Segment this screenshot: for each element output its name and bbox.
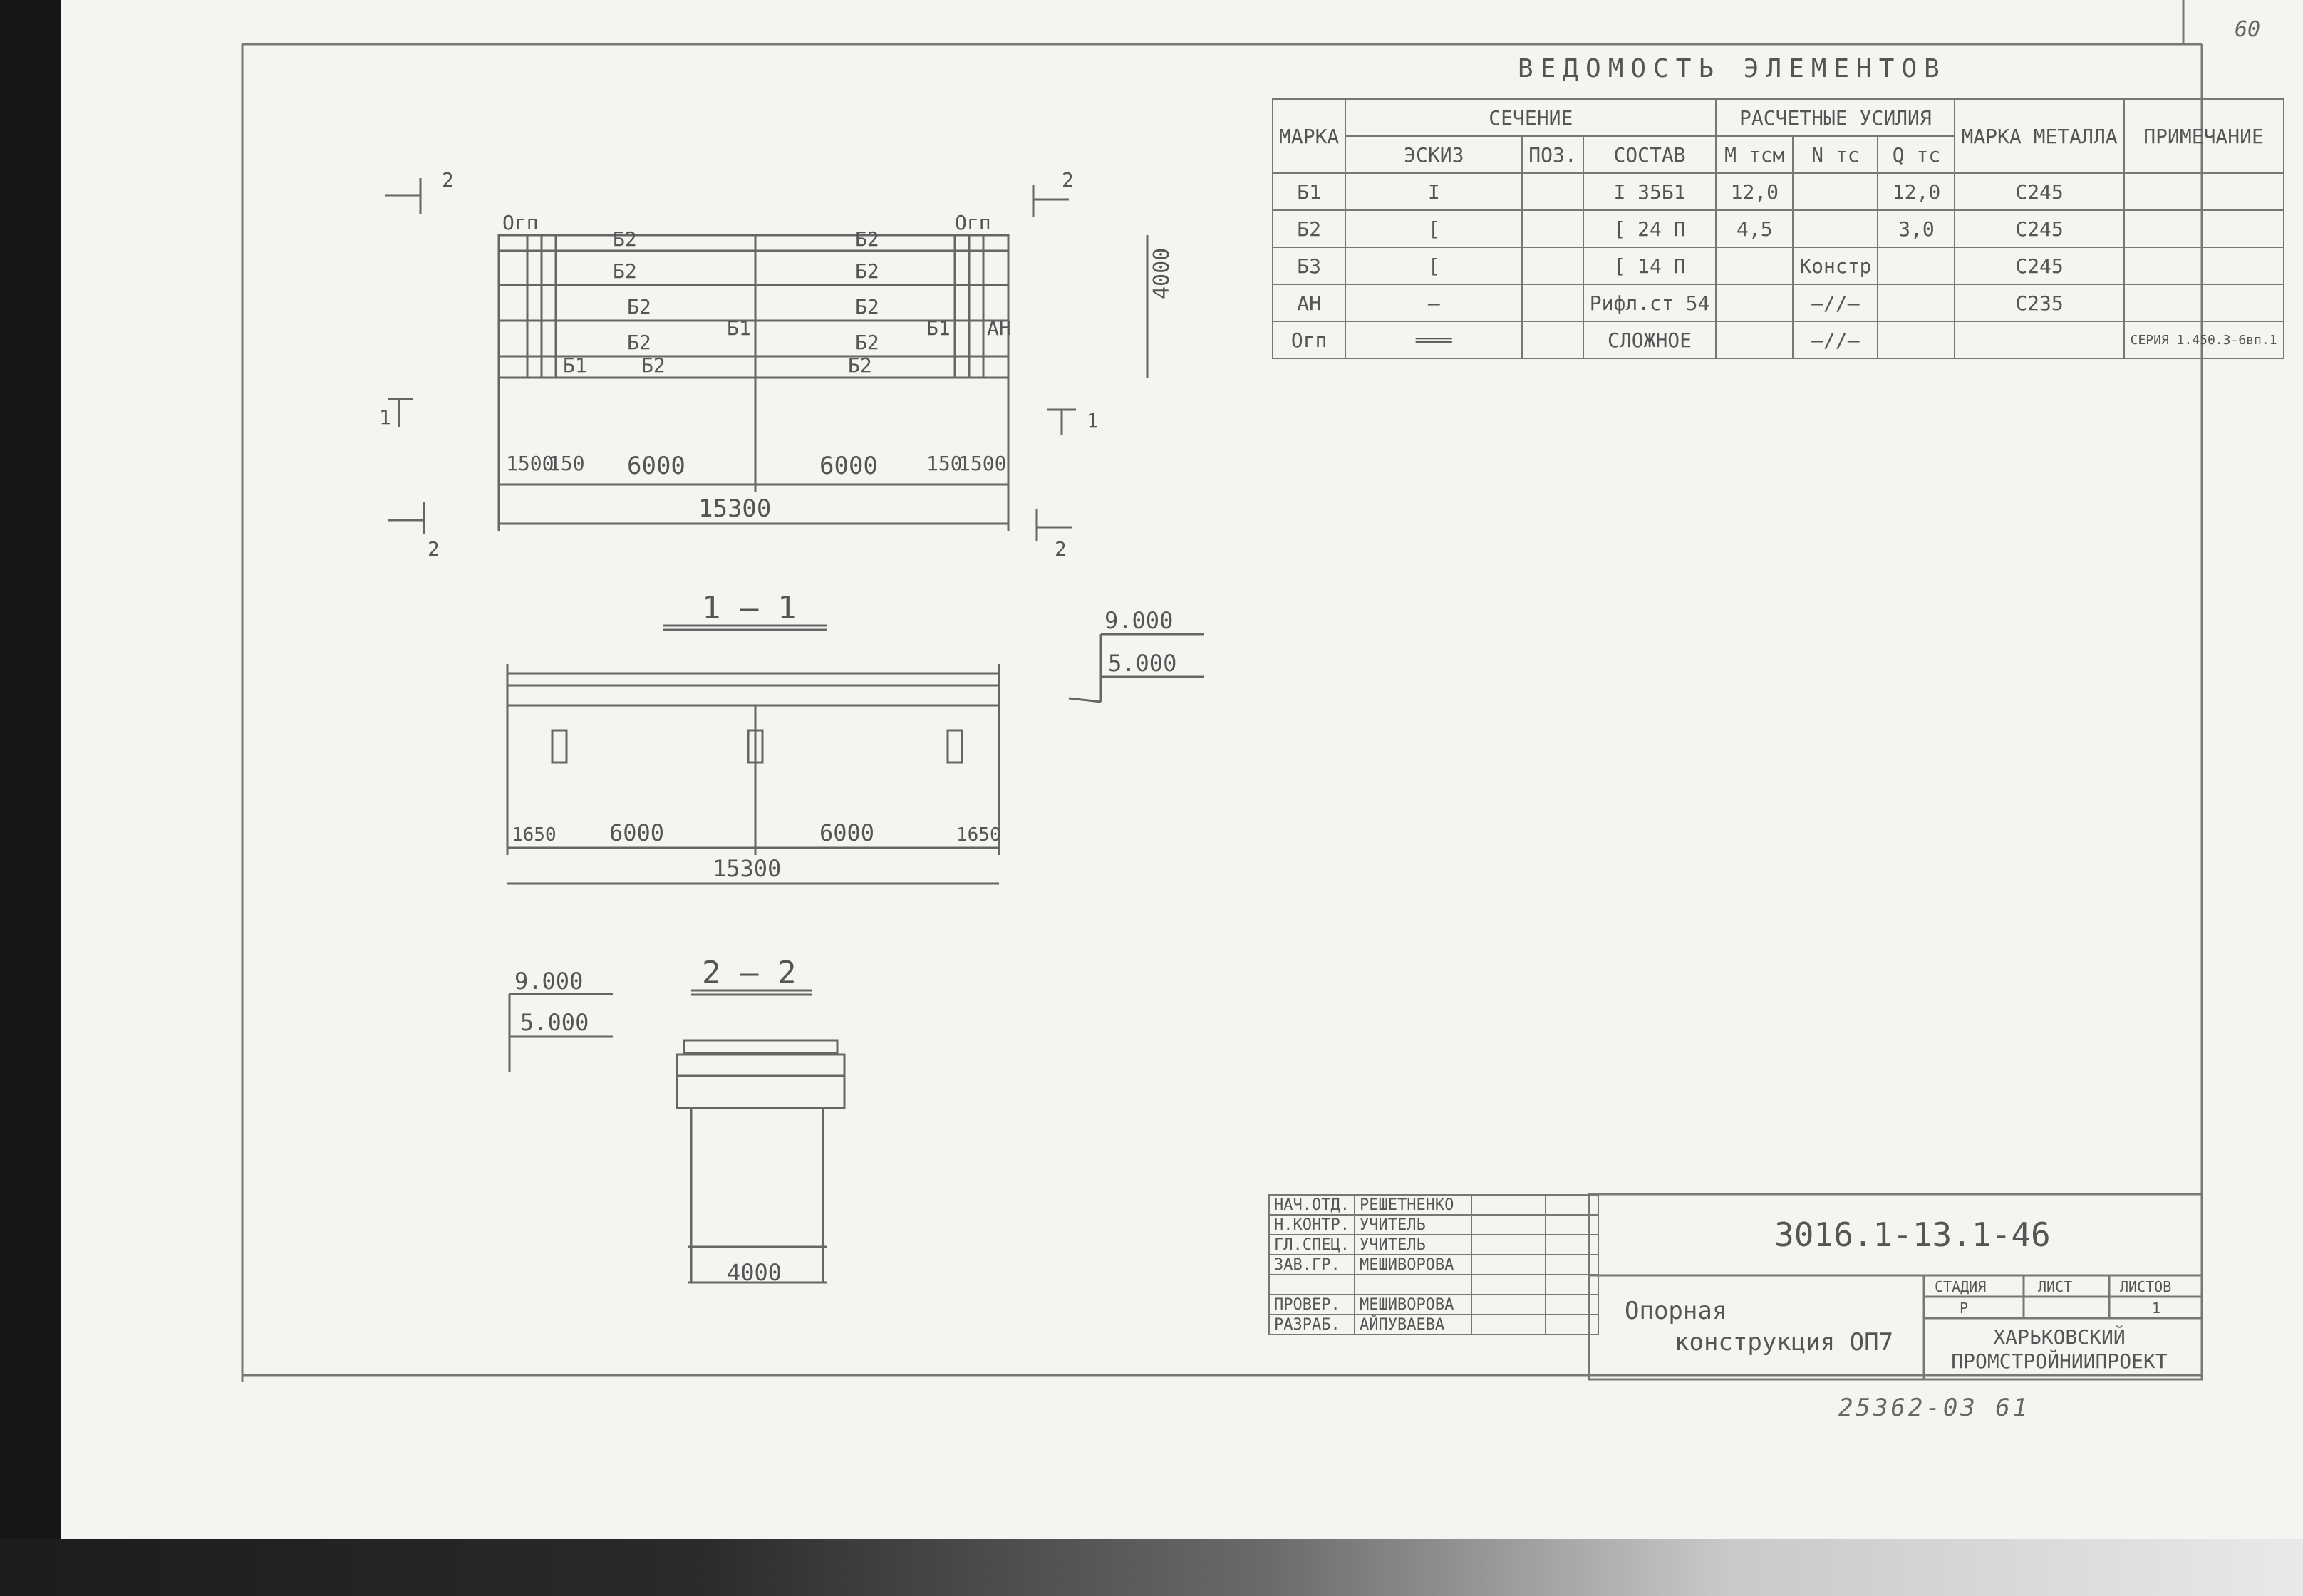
cell-n: Констр xyxy=(1793,247,1878,284)
header-composition: СОСТАВ xyxy=(1583,136,1717,173)
cell-mark: Огп xyxy=(1273,321,1345,358)
label-b2: Б2 xyxy=(627,295,651,318)
sheet-header: ЛИСТ xyxy=(2038,1278,2073,1295)
header-m: M тсм xyxy=(1716,136,1793,173)
cut-mark-2-top: 2 xyxy=(442,168,454,192)
name: РЕШЕТНЕНКО xyxy=(1355,1195,1471,1215)
section-1-1-level-bottom: 5.000 xyxy=(1108,650,1177,677)
label-b2: Б2 xyxy=(613,227,637,251)
name: УЧИТЕЛЬ xyxy=(1355,1215,1471,1235)
header-q: Q тс xyxy=(1878,136,1955,173)
header-n: N тс xyxy=(1793,136,1878,173)
header-pos: ПОЗ. xyxy=(1522,136,1583,173)
drawing-name-line-2: конструкция ОП7 xyxy=(1675,1328,1894,1357)
cell-sketch: — xyxy=(1345,284,1522,321)
organization-name xyxy=(1938,1325,2180,1374)
cell-m: 12,0 xyxy=(1716,173,1793,210)
cell-mark: Б3 xyxy=(1273,247,1345,284)
role: ПРОВЕР. xyxy=(1269,1295,1355,1315)
dim-1650-right: 1650 xyxy=(956,824,1001,846)
section-1-1-level-top: 9.000 xyxy=(1104,607,1174,634)
label-b2: Б2 xyxy=(855,295,879,318)
label-ogp-left: Огп xyxy=(502,211,539,234)
label-b1: Б1 xyxy=(727,316,751,340)
stage-header: СТАДИЯ xyxy=(1935,1278,1987,1295)
cell-q: 3,0 xyxy=(1878,210,1955,247)
document-code: 3016.1-13.1-46 xyxy=(1774,1216,2051,1254)
scan-bottom-edge xyxy=(0,1539,2303,1596)
label-ogp-right: Огп xyxy=(955,211,991,234)
cell-mark: АН xyxy=(1273,284,1345,321)
dim-4000: 4000 xyxy=(727,1259,782,1286)
cell-n: —//— xyxy=(1793,284,1878,321)
cell-steel: С235 xyxy=(1955,284,2123,321)
header-mark: МАРКА xyxy=(1273,99,1345,173)
role: Н.КОНТР. xyxy=(1269,1215,1355,1235)
label-b2: Б2 xyxy=(627,331,651,354)
cell-mark: Б2 xyxy=(1273,210,1345,247)
label-b2: Б2 xyxy=(641,353,666,377)
dim-150-left: 150 xyxy=(549,452,585,475)
name: МЕШИВОРОВА xyxy=(1355,1255,1471,1275)
dim-1500-left: 1500 xyxy=(506,452,554,475)
spec-title: ВЕДОМОСТЬ ЭЛЕМЕНТОВ xyxy=(1518,54,1947,83)
label-b1: Б1 xyxy=(563,353,587,377)
cell-composition: СЛОЖНОЕ xyxy=(1583,321,1717,358)
label-b2: Б2 xyxy=(855,259,879,283)
header-steel: МАРКА МЕТАЛЛА xyxy=(1955,99,2123,173)
drawing-name xyxy=(1625,1295,1893,1358)
label-an: АН xyxy=(987,316,1011,340)
header-section: СЕЧЕНИЕ xyxy=(1345,99,1716,136)
header-note: ПРИМЕЧАНИЕ xyxy=(2124,99,2284,173)
cell-sketch: I xyxy=(1345,173,1522,210)
dim-6000-right: 6000 xyxy=(819,819,875,846)
dim-4000-vertical: 4000 xyxy=(1149,247,1174,299)
dim-150-right: 150 xyxy=(926,452,963,475)
cut-mark-2-bottom-right: 2 xyxy=(1055,537,1067,561)
archive-number: 25362-03 61 xyxy=(1838,1394,2031,1422)
role: ЗАВ.ГР. xyxy=(1269,1255,1355,1275)
cell-composition: I 35Б1 xyxy=(1583,173,1717,210)
organization-line-1: ХАРЬКОВСКИЙ xyxy=(1993,1325,2126,1349)
sheets-header: ЛИСТОВ xyxy=(2120,1278,2172,1295)
label-b1: Б1 xyxy=(926,316,951,340)
cell-composition: Рифл.ст 54 xyxy=(1583,284,1717,321)
cell-sketch: [ xyxy=(1345,210,1522,247)
stage-value: Р xyxy=(1960,1300,1969,1317)
cell-note: СЕРИЯ 1.450.3-6вп.1 xyxy=(2124,321,2284,358)
name: АЙПУВАЕВА xyxy=(1355,1315,1471,1335)
page-number: 60 xyxy=(2235,17,2261,42)
label-b2: Б2 xyxy=(848,353,872,377)
cell-steel: С245 xyxy=(1955,210,2123,247)
dim-6000-left: 6000 xyxy=(627,452,685,480)
name: УЧИТЕЛЬ xyxy=(1355,1235,1471,1255)
dim-1650-left: 1650 xyxy=(512,824,557,846)
cell-sketch: ═══ xyxy=(1345,321,1522,358)
cell-sketch: [ xyxy=(1345,247,1522,284)
cell-mark: Б1 xyxy=(1273,173,1345,210)
label-b2: Б2 xyxy=(613,259,637,283)
cut-mark-2-right: 2 xyxy=(1062,168,1074,192)
cut-mark-2-bottom: 2 xyxy=(428,537,440,561)
drawing-name-line-1: Опорная xyxy=(1625,1297,1727,1325)
cell-composition: [ 24 П xyxy=(1583,210,1717,247)
cell-steel: С245 xyxy=(1955,247,2123,284)
dim-15300: 15300 xyxy=(698,494,772,523)
section-1-1-title: 1 — 1 xyxy=(702,590,797,626)
cell-n: —//— xyxy=(1793,321,1878,358)
cut-mark-1-right: 1 xyxy=(1087,409,1099,432)
label-b2: Б2 xyxy=(855,227,879,251)
cell-q: 12,0 xyxy=(1878,173,1955,210)
cell-composition: [ 14 П xyxy=(1583,247,1717,284)
name: МЕШИВОРОВА xyxy=(1355,1295,1471,1315)
role: НАЧ.ОТД. xyxy=(1269,1195,1355,1215)
dim-1500-right: 1500 xyxy=(958,452,1007,475)
dim-15300: 15300 xyxy=(713,855,782,882)
role: РАЗРАБ. xyxy=(1269,1315,1355,1335)
header-sketch: ЭСКИЗ xyxy=(1345,136,1522,173)
role: ГЛ.СПЕЦ. xyxy=(1269,1235,1355,1255)
cell-steel: С245 xyxy=(1955,173,2123,210)
section-2-2-level-bottom: 5.000 xyxy=(520,1009,589,1036)
sheets-value: 1 xyxy=(2152,1300,2161,1317)
organization-line-2: ПРОМСТРОЙНИИПРОЕКТ xyxy=(1951,1349,2168,1373)
header-forces: РАСЧЕТНЫЕ УСИЛИЯ xyxy=(1716,99,1955,136)
section-2-2-level-top: 9.000 xyxy=(514,968,584,995)
section-2-2-title: 2 — 2 xyxy=(702,955,797,991)
dim-6000-left: 6000 xyxy=(609,819,665,846)
dim-6000-right: 6000 xyxy=(819,452,878,480)
cut-mark-1-left: 1 xyxy=(379,405,391,429)
label-b2: Б2 xyxy=(855,331,879,354)
cell-m: 4,5 xyxy=(1716,210,1793,247)
